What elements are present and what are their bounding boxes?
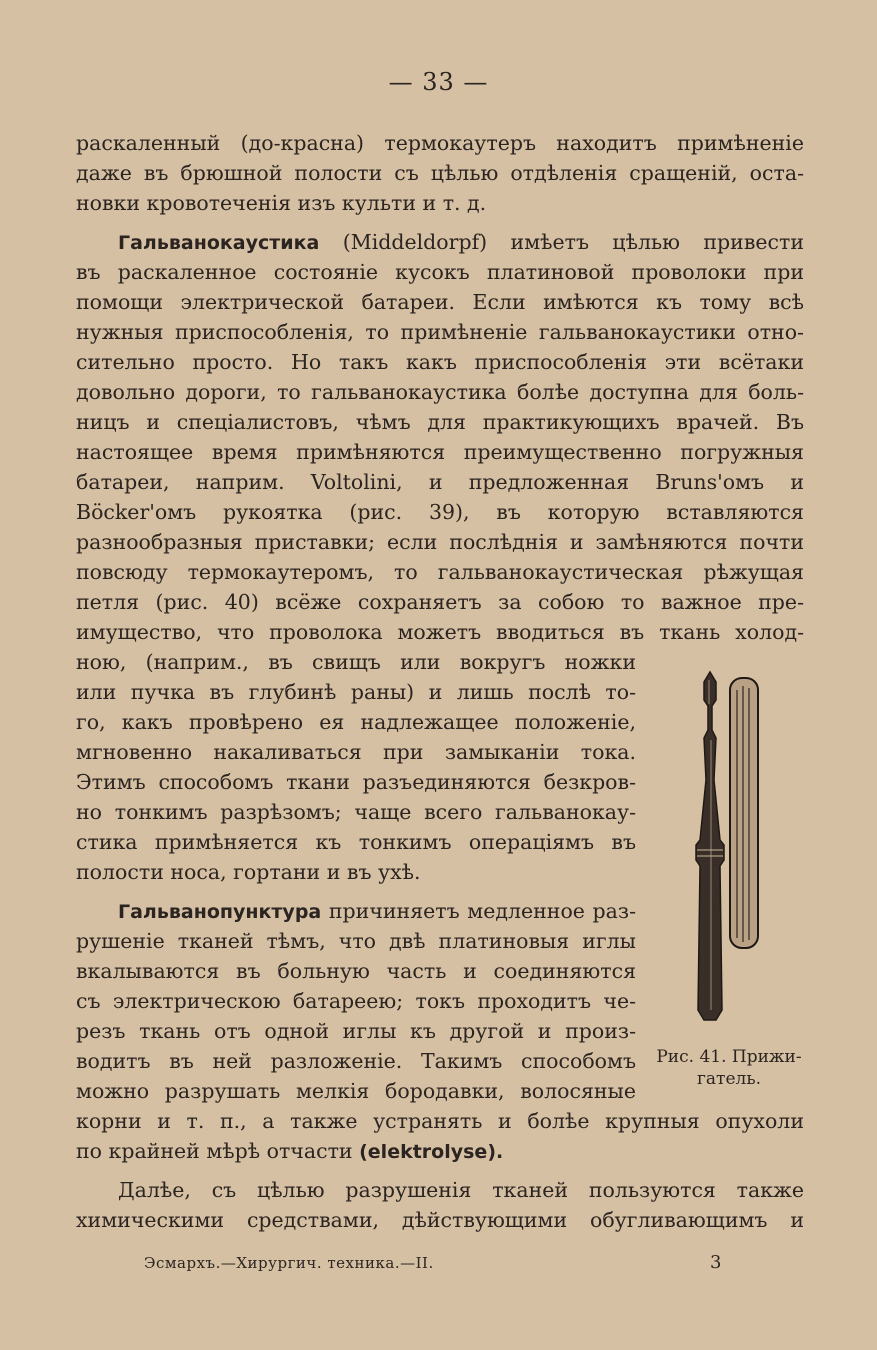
text-line: даже въ брюшной полости съ цѣлью отдѣленія сращеній, оста- — [76, 161, 804, 185]
text-line: резъ ткань отъ одной иглы къ другой и произ- — [76, 1019, 636, 1043]
text-line: имущество, что проволока можетъ вводиться въ ткань холод- — [76, 620, 804, 644]
text-line: Этимъ способомъ ткани разъединяются безкров- — [76, 770, 636, 794]
text-line: раскаленный (до-красна) термокаутеръ находитъ примѣненіе — [76, 131, 804, 155]
footer-sheet-number: 3 — [710, 1252, 722, 1273]
text-line: водитъ въ ней разложеніе. Такимъ способомъ — [76, 1049, 636, 1073]
text-line: съ электрическою батареею; токъ проходитъ че- — [76, 989, 636, 1013]
text-line: петля (рис. 40) всёже сохраняетъ за собою то важное пре- — [76, 590, 804, 614]
cautery-handle-illustration — [696, 672, 724, 1020]
term-electrolyse: (elektrolyse). — [359, 1141, 504, 1163]
cautery-instrument-illustration — [650, 670, 810, 1030]
text-line: повсюду термокаутеромъ, то гальванокаустическая рѣжущая — [76, 560, 804, 584]
text-line: настоящее время примѣняются преимущественно погружныя — [76, 440, 804, 464]
page-number: — 33 — — [388, 68, 489, 96]
text-line: сительно просто. Но такъ какъ приспособленія эти всётаки — [76, 350, 804, 374]
cautery-sheath-illustration — [730, 678, 758, 948]
term-galvanocaustics: Гальванокаустика — [118, 232, 320, 254]
footer-signature: Эсмархъ.—Хирургич. техника.—II. — [144, 1254, 434, 1272]
text-line: Böcker'омъ рукоятка (рис. 39), въ которую вставляются — [76, 500, 804, 524]
paragraph-galvanocaustics-first-line — [118, 227, 804, 258]
text-line: но тонкимъ разрѣзомъ; чаще всего гальванокау- — [76, 800, 636, 824]
text-line: нужныя приспособленія, то примѣненіе гальванокаустики отно- — [76, 320, 804, 344]
text-span: (Middeldorpf) имѣетъ цѣлью привести — [342, 230, 804, 254]
text-line: въ раскаленное состояніе кусокъ платиновой проволоки при — [76, 260, 804, 284]
text-line: мгновенно накаливаться при замыканіи тока. — [76, 740, 636, 764]
paragraph-electrolyse-line — [76, 1136, 804, 1167]
text-line: батареи, наприм. Voltolini, и предложенная Bruns'омъ и — [76, 470, 804, 494]
text-line: химическими средствами, дѣйствующими обугливающимъ и — [76, 1208, 804, 1232]
text-line: вкалываются въ больную часть и соединяются — [76, 959, 636, 983]
text-line: го, какъ провѣрено ея надлежащее положеніе, — [76, 710, 636, 734]
text-line: стика примѣняется къ тонкимъ операціямъ въ — [76, 830, 636, 854]
paragraph-galvanopuncture-first-line — [118, 896, 636, 927]
text-line: полости носа, гортани и въ ухѣ. — [76, 860, 421, 884]
text-line: можно разрушать мелкія бородавки, волосяные — [76, 1079, 636, 1103]
text-line: или пучка въ глубинѣ раны) и лишь послѣ то- — [76, 680, 636, 704]
text-span: по крайней мѣрѣ отчасти — [76, 1139, 353, 1163]
text-line: новки кровотеченія изъ культи и т. д. — [76, 191, 487, 215]
figure-caption: Рис. 41. Прижи-гатель. — [656, 1047, 802, 1089]
text-line: рушеніе тканей тѣмъ, что двѣ платиновыя иглы — [76, 929, 636, 953]
text-line: ницъ и спеціалистовъ, чѣмъ для практикующихъ врачей. Въ — [76, 410, 804, 434]
text-line: Далѣе, съ цѣлью разрушенія тканей пользуются также — [118, 1178, 804, 1202]
text-line: корни и т. п., а также устранять и болѣе крупныя опухоли — [76, 1109, 804, 1133]
text-span: причиняетъ медленное раз- — [328, 899, 636, 923]
text-line: ною, (наприм., въ свищъ или вокругъ ножки — [76, 650, 636, 674]
text-line: разнообразныя приставки; если послѣднія и замѣняются почти — [76, 530, 804, 554]
text-line: помощи электрической батареи. Если имѣются къ тому всѣ — [76, 290, 804, 314]
text-line: довольно дороги, то гальванокаустика болѣе доступна для боль- — [76, 380, 804, 404]
term-galvanopuncture: Гальванопунктура — [118, 901, 322, 923]
